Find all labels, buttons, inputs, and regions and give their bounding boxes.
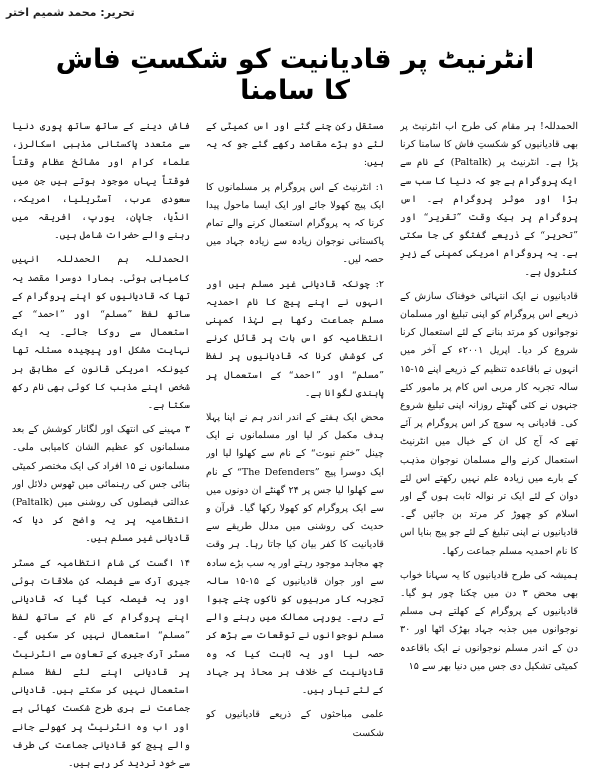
paragraph: ۱: انٹرنیٹ کے اس پروگرام پر مسلمانوں کا ایک پیج کھولا جائے اور ایک ایسا ماحول پیدا کرنا کہ یہ پروگرام استعمال کرنے والے تمام پاکستانی نوجوان زیادہ سے زیادہ جہاد میں حصہ لیں۔ — [206, 181, 384, 266]
byline: تحریر: محمد شمیم اختر — [6, 6, 135, 19]
paragraph: علمی مباحثوں کے ذریعے قادیانیوں کو شکست — [206, 709, 384, 739]
column-left — [12, 118, 190, 770]
article-body — [12, 118, 578, 770]
column-middle — [206, 118, 384, 770]
column-right — [400, 118, 578, 770]
article-title: انٹرنیٹ پر قادیانیت کو شکستِ فاش کا سامنا — [55, 44, 535, 106]
paragraph: ہمیشہ کی طرح قادیانیوں کا یہ سہانا خواب بھی محض ۳ دن میں چکنا چور ہو گیا۔ قادیانیوں کے پروگرام کے کھلتے ہی مسلم نوجوانوں میں جذبہ جہاد بھڑک اٹھا اور ۳۰ دن کے اندر مسلم نوجوانوں نے ایک باقاعدہ کمیٹی تشکیل دی جس میں دنیا بھر سے ۱۵ — [400, 569, 578, 672]
paragraph: ۱۴ اگست کی شام انتظامیہ کے مسٹر جیری آرک سے فیصلہ کن ملاقات ہوئی اور یہ فیصلہ کیا گیا کہ قادیانی اپنے پروگرام کے نام کے ساتھ لفظ ”مسلم“ استعمال نہیں کر سکیں گے۔ مسٹر آرک جیری کے تعاون سے انٹرنیٹ پر قادیانی اپنے لئے لفظ مسلم استعمال نہیں کر سکتے ہیں۔ قادیانی جماعت نے بری طرح شکست کھائی ہے اور اب وہ انٹرنیٹ پر کھولے جانے والے پیج کو قادیانی جماعت کی طرف سے خود تردید کر رہے ہیں۔ — [12, 557, 190, 769]
paragraph: الحمدللہ! ہر مقام کی طرح اب انٹرنیٹ پر بھی قادیانیوں کو شکستِ فاش کا سامنا کرنا پڑا ہے۔ انٹرنیٹ پر (Paltalk) کے نام سے ایک پروگرام ہے جو کہ دنیا کا سب سے بڑا اور موثر پروگرام ہے۔ اس پروگرام پر بیک وقت ”تقریر“ اور ”تحریر“ کے ذریعے گفتگو کی جا سکتی ہے۔ یہ پروگرام امریکی کمپنی کے زیرِ کنٹرول ہے۔ — [400, 121, 578, 278]
paragraph: ۳ مہینے کی انتھک اور لگاتار کوشش کے بعد مسلمانوں کو عظیم الشان کامیابی ملی۔ مسلمانوں نے ۱۵ افراد کی ایک مختصر کمیٹی بنائی جس کی رہنمائی میں ٹھوس دلائل اور عدالتی فیصلوں کی روشنی میں (Paltalk) انتظامیہ پر یہ واضح کر دیا کہ قادیانی غیر مسلم ہیں۔ — [12, 424, 190, 545]
paragraph: ۲: چونکہ قادیانی غیر مسلم ہیں اور انہوں نے اپنے پیج کا نام احمدیہ مسلم جماعت رکھا ہے لہٰذا کمپنی انتظامیہ کو اس بات پر قائل کرنے کی کوشش کرنا کہ قادیانیوں پر لفظ ”مسلم“ اور ”احمد“ کے استعمال پر پابندی لگوانا ہے۔ — [206, 278, 384, 399]
paragraph: قادیانیوں نے ایک انتہائی خوفناک سازش کے ذریعے اس پروگرام کو اپنی تبلیغ اور مسلمان نوجوانوں کو مرتد بنانے کے لئے استعمال کرنا شروع کر دیا۔ اپریل ۲۰۰۱ء کے آخر میں انہوں نے باقاعدہ تنظیم کے ذریعے اپنے ۱۵-۱۵ سالہ تجربہ کار مربی اس کام پر مامور کئے جنہوں نے کئی گھنٹے روزانہ اپنی تبلیغ شروع کی۔ قادیانی یہ سوچ کر اس پروگرام پر آئے تھے کہ آج کل ان کے خیال میں انٹرنیٹ استعمال کرنے والے مسلمان نوجوان مذہب کے بارے میں زیادہ علم نہیں رکھتے اس لئے دوان کے لئے ایک تر نوالہ ثابت ہوں گے اور اسلام کو چھوڑ کر مرتد بن جائیں گے۔ قادیانیوں نے اپنی تبلیغ کے لئے جو پیج بنایا اس کا نام احمدیہ مسلم جماعت رکھا۔ — [400, 290, 578, 557]
paragraph: محض ایک ہفتے کے اندر اندر ہم نے اپنا پہلا ہدف مکمل کر لیا اور مسلمانوں نے ایک چینل ”ختمِ نبوت“ کے نام سے کھلوا لیا اور ایک دوسرا پیج ”The Defenders“ کے نام سے کھلوا لیا جس پر ۲۴ گھنٹے ان دونوں میں سے ایک پروگرام کو کھولا رکھا گیا۔ قرآن و حدیث کی روشنی میں مدلل طریقے سے قادیانیت کا کفر بیان کیا جاتا رہا۔ ہر وقت چھ مجاہد موجود رہتے اور یہ سب بڑے سادہ سے اور جوان قادیانیوں کے ۱۵-۱۵ سالہ تجربہ کار مربیوں کو ناکوں چنے چبوا تے رہے۔ یورپی ممالک میں رہنے والے مسلم نوجوانوں نے توقعات سے بڑھ کر حصہ لیا اور یہ ثابت کیا کہ وہ قادیانیت کے خلاف ہر محاذ پر جہاد کے لئے تیار ہیں۔ — [206, 412, 384, 697]
paragraph: فاش دینے کے ساتھ ساتھ پوری دنیا سے متعدد پاکستانی مذہبی اسکالرز، علماء کرام اور مشائخ عظام وقتاً فوقتاً یہاں موجود ہوتے ہیں جن میں سعودی عرب، آسٹریلیا، امریکہ، انڈیا، جاپان، یورپ، افریقہ میں رہنے والے حضرات شامل ہیں۔ — [12, 121, 190, 242]
paragraph: الحمدللہ ہم الحمدللہ انہیں کامیابی ہوئی۔ ہمارا دوسرا مقصد یہ تھا کہ قادیانیوں کو اپنے پروگرام کے ساتھ لفظ ”مسلم“ اور ”احمد“ کے استعمال سے روکا جائے۔ یہ ایک نہایت مشکل اور پیچیدہ مسئلہ تھا کیونکہ امریکی قانون کے مطابق ہر شخص اپنے مذہب کا کوئی بھی نام رکھ سکتا ہے۔ — [12, 254, 190, 412]
paragraph: مستقل رکن چنے گئے اور اس کمیٹی کے لئے دو بڑے مقاصد رکھے گئے جو کہ یہ ہیں: — [206, 121, 384, 169]
